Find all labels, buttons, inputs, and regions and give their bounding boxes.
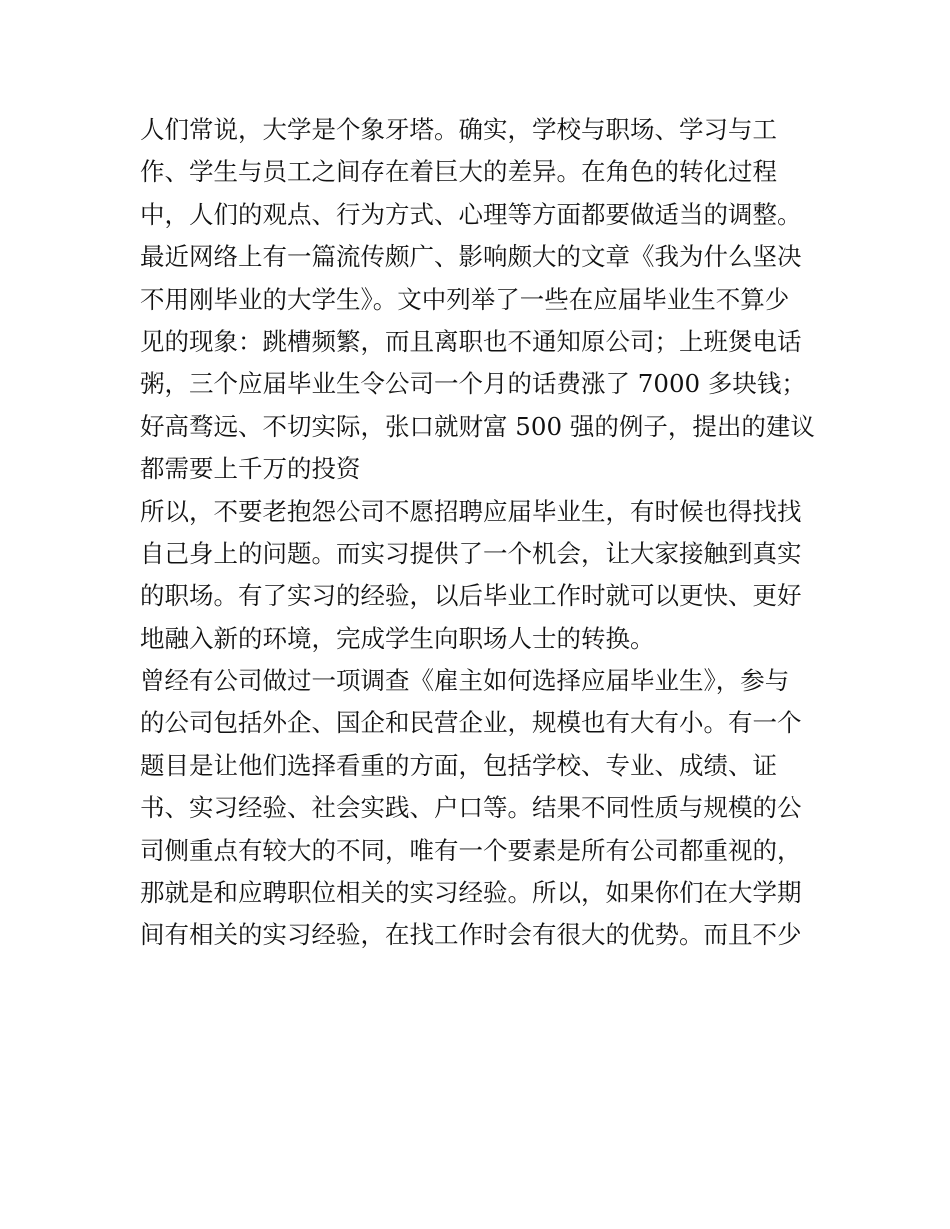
text-line: 作、学生与员工之间存在着巨大的差异。在角色的转化过程	[140, 157, 777, 187]
text-line: 粥，三个应届毕业生令公司一个月的话费涨了 7000 多块钱；	[140, 369, 806, 399]
text-line: 司侧重点有较大的不同，唯有一个要素是所有公司都重视的，	[140, 835, 802, 865]
text-line: 最近网络上有一篇流传颇广、影响颇大的文章《我为什么坚决	[140, 242, 802, 272]
text-line: 间有相关的实习经验，在找工作时会有很大的优势。而且不少	[140, 920, 802, 950]
text-line: 不用刚毕业的大学生》。文中列举了一些在应届毕业生不算少	[140, 284, 790, 314]
text-line: 的职场。有了实习的经验，以后毕业工作时就可以更快、更好	[140, 581, 802, 611]
document-body	[140, 109, 820, 957]
text-line: 中，人们的观点、行为方式、心理等方面都要做适当的调整。	[140, 199, 802, 229]
text-line: 地融入新的环境，完成学生向职场人士的转换。	[140, 623, 655, 653]
text-line: 的公司包括外企、国企和民营企业，规模也有大有小。有一个	[140, 708, 802, 738]
text-line: 见的现象：跳槽频繁，而且离职也不通知原公司；上班煲电话	[140, 326, 802, 356]
text-line: 书、实习经验、社会实践、户口等。结果不同性质与规模的公	[140, 793, 802, 823]
text-line: 所以，不要老抱怨公司不愿招聘应届毕业生，有时候也得找找	[140, 496, 802, 526]
text-line: 曾经有公司做过一项调查《雇主如何选择应届毕业生》，参与	[140, 666, 790, 696]
text-line: 人们常说，大学是个象牙塔。确实，学校与职场、学习与工	[140, 115, 777, 144]
text-line: 那就是和应聘职位相关的实习经验。所以，如果你们在大学期	[140, 878, 802, 908]
text-line: 好高骛远、不切实际，张口就财富 500 强的例子，提出的建议	[140, 411, 815, 441]
text-line: 题目是让他们选择看重的方面，包括学校、专业、成绩、证	[140, 750, 777, 780]
text-line: 都需要上千万的投资	[140, 454, 361, 484]
text-line: 自己身上的问题。而实习提供了一个机会，让大家接触到真实	[140, 538, 802, 568]
